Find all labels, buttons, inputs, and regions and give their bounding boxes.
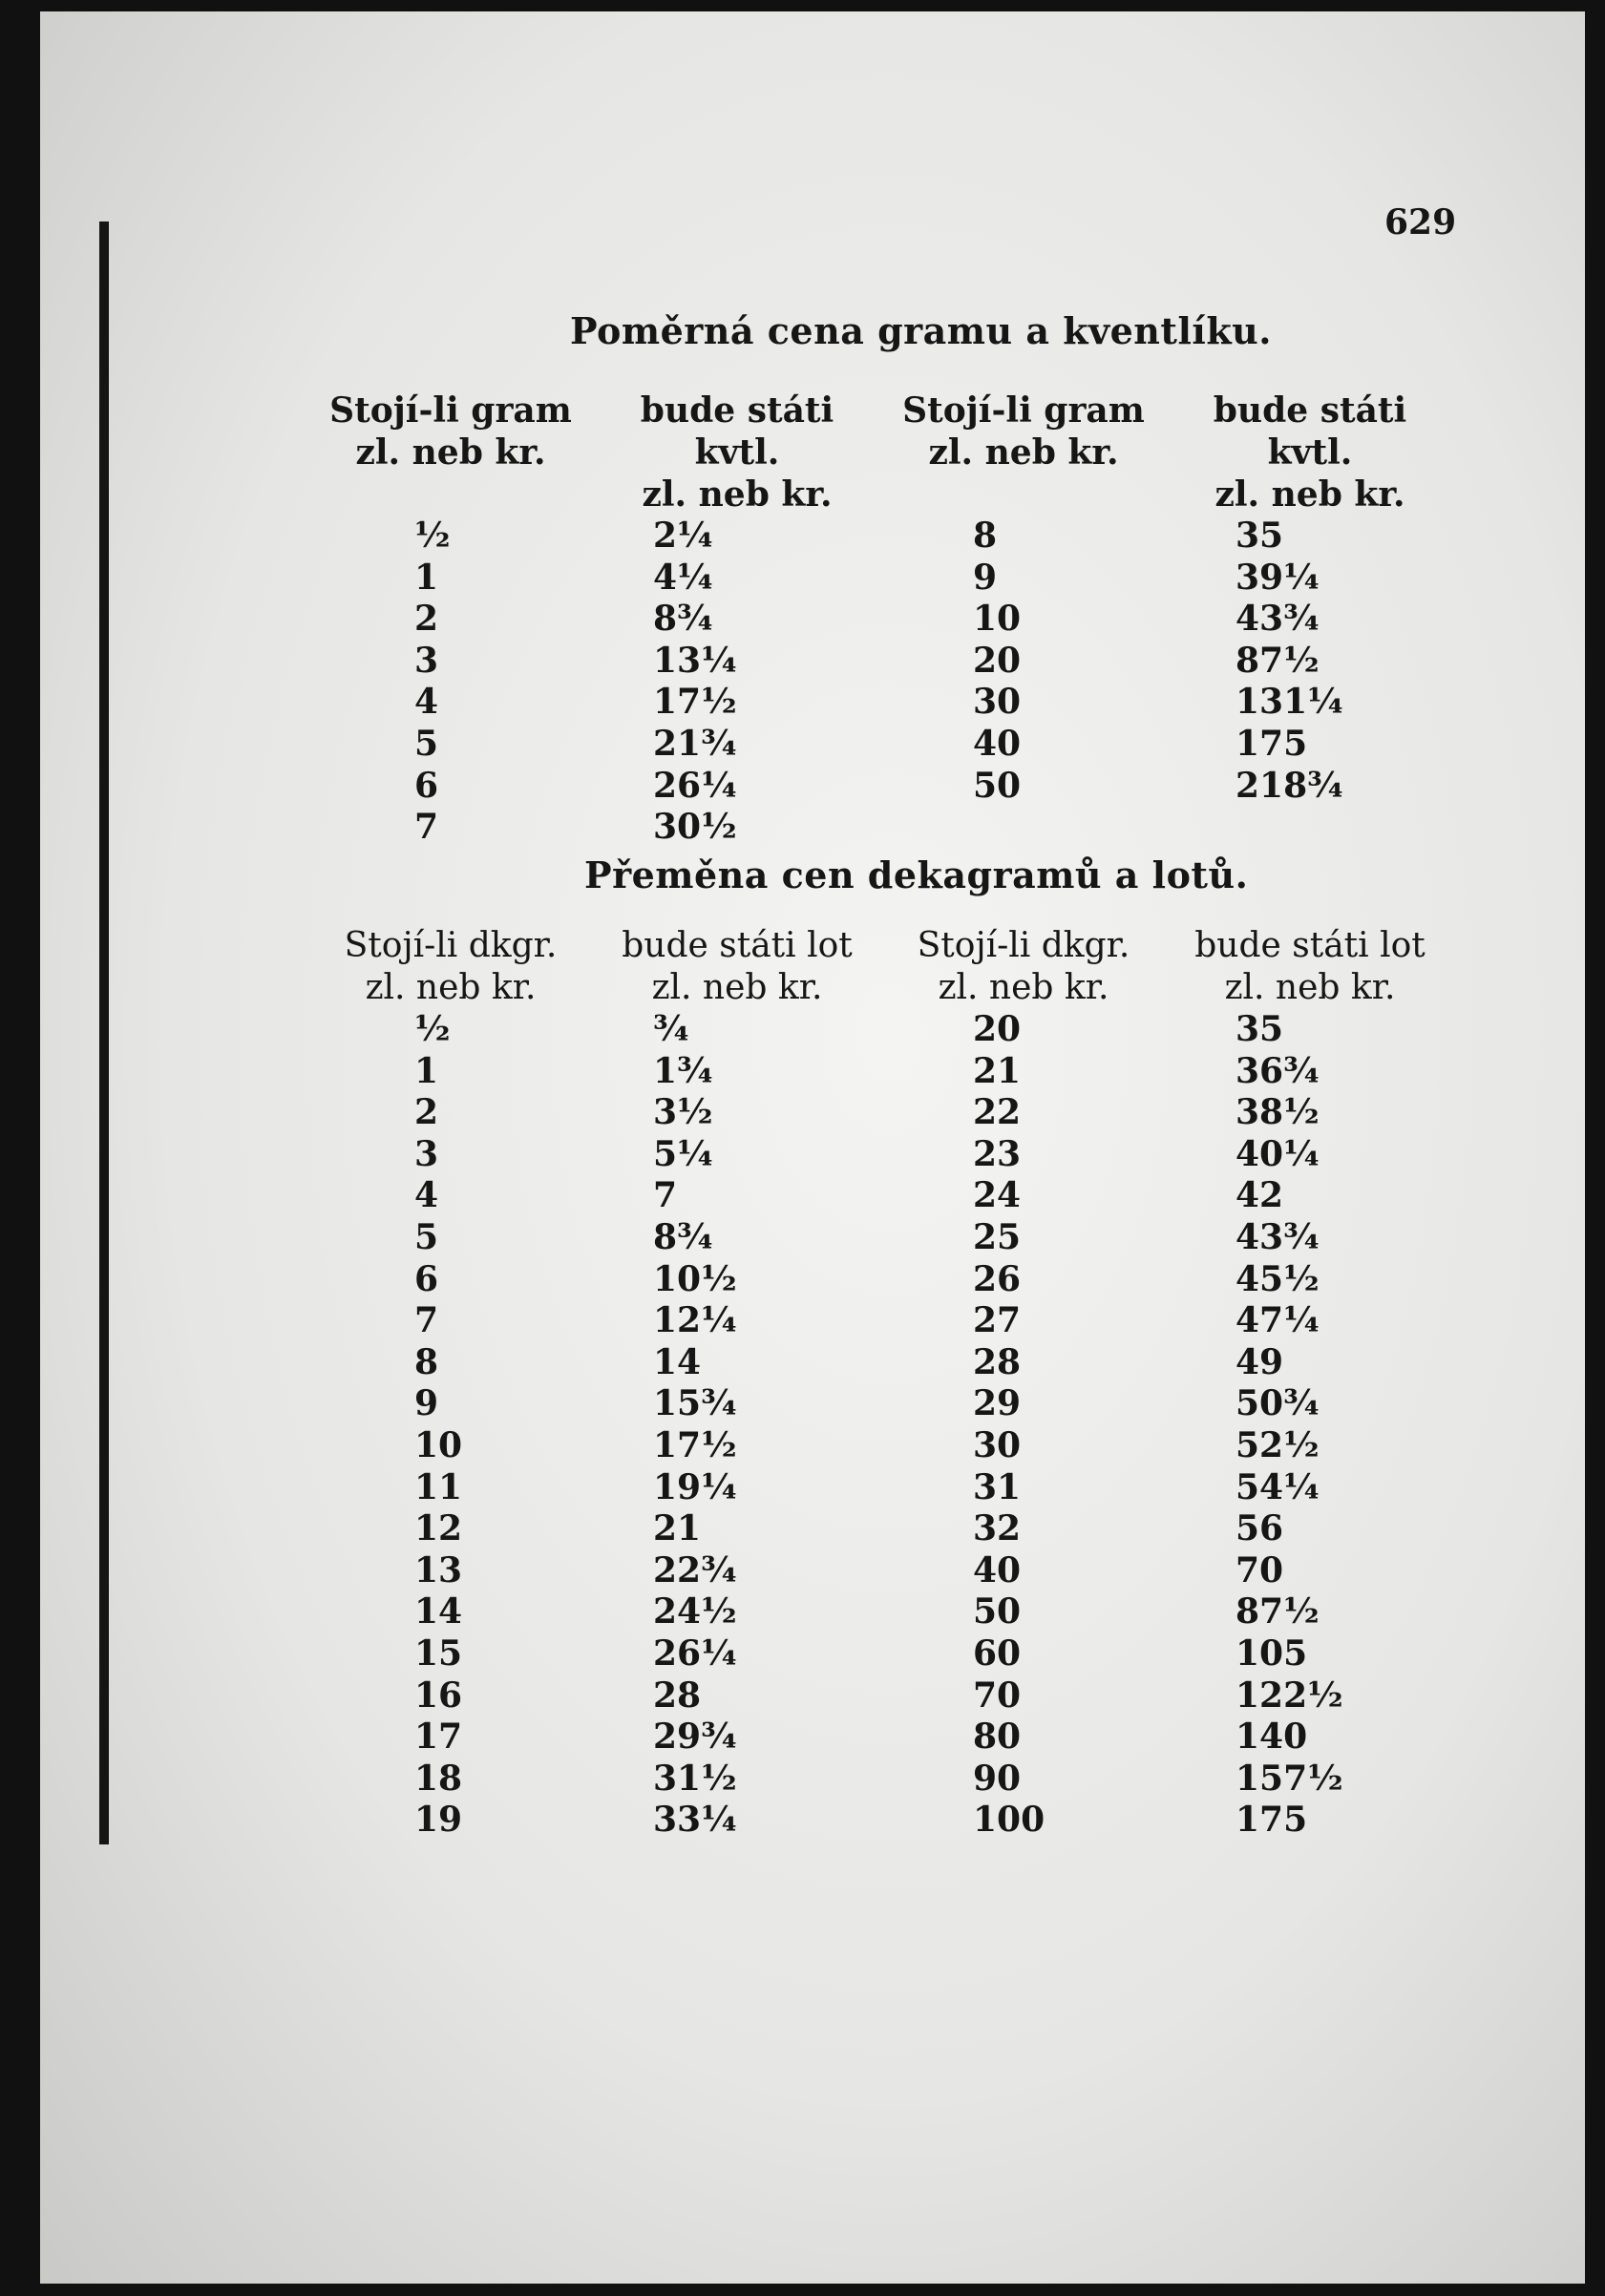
table-cell: 25	[973, 1217, 1022, 1257]
header-col-4: bude státi lot zl. neb kr.	[1194, 926, 1425, 1007]
table-cell: ¾	[653, 1009, 689, 1049]
table-cell: 60	[973, 1633, 1022, 1674]
table-cell: 175	[1235, 724, 1308, 764]
header-col-2: bude státi kvtl. zl. neb kr.	[640, 390, 834, 515]
table-cell: 24	[973, 1175, 1022, 1216]
table-cell: 18	[414, 1758, 463, 1799]
table-cell: 14	[653, 1341, 702, 1382]
table-cell: 30	[973, 1425, 1022, 1465]
table-cell: 6	[414, 1258, 439, 1299]
table-cell: 100	[973, 1800, 1045, 1841]
table-cell: 19¼	[653, 1466, 737, 1507]
table-cell: 70	[973, 1675, 1022, 1716]
table-cell: 8¾	[653, 1217, 713, 1257]
table-cell: 12¼	[653, 1300, 737, 1341]
table-cell: 40¼	[1235, 1133, 1320, 1174]
table-cell: 11	[414, 1466, 463, 1507]
table-cell: 38½	[1235, 1092, 1320, 1133]
table-cell: 5	[414, 724, 439, 764]
table-cell: 43¾	[1235, 1217, 1320, 1257]
table-cell: 131¼	[1235, 682, 1343, 723]
table-cell: 35	[1235, 516, 1284, 556]
table-cell: 6	[414, 765, 439, 806]
table-cell: 21	[973, 1050, 1022, 1091]
table-cell: 5¼	[653, 1133, 713, 1174]
table-cell: 7	[414, 807, 439, 848]
table-cell: 24½	[653, 1591, 737, 1632]
table-cell: 32	[973, 1508, 1022, 1549]
table-cell: 20	[973, 1009, 1022, 1049]
table-cell: 21¾	[653, 724, 737, 764]
table-cell: 12	[414, 1508, 463, 1549]
binding-shadow	[99, 221, 109, 1844]
table-cell: 9	[973, 557, 998, 598]
table-cell: 52½	[1235, 1425, 1320, 1465]
table-cell: 30½	[653, 807, 737, 848]
table-cell: 19	[414, 1800, 463, 1841]
table-cell: 22	[973, 1092, 1022, 1133]
table-cell: 80	[973, 1717, 1022, 1758]
table-cell: 10	[973, 599, 1022, 640]
table-cell: 5	[414, 1217, 439, 1257]
table-cell: 50	[973, 1591, 1022, 1632]
header-col-3: Stojí-li gram zl. neb kr.	[902, 390, 1145, 473]
table-cell: 8	[414, 1341, 439, 1382]
table-cell: 20	[973, 640, 1022, 681]
table-cell: 90	[973, 1758, 1022, 1799]
table-cell: 16	[414, 1675, 463, 1716]
table-cell: 14	[414, 1591, 463, 1632]
table-cell: 47¼	[1235, 1300, 1320, 1341]
table-cell: 27	[973, 1300, 1022, 1341]
table-cell: 50	[973, 765, 1022, 806]
header-col-1: Stojí-li dkgr. zl. neb kr.	[344, 926, 558, 1007]
table-cell: 21	[653, 1508, 702, 1549]
table-cell: 140	[1235, 1717, 1308, 1758]
table-cell: 40	[973, 1549, 1022, 1590]
table-cell: 26	[973, 1258, 1022, 1299]
table-cell: 17½	[653, 1425, 737, 1465]
table-cell: 17½	[653, 682, 737, 723]
header-col-4: bude státi kvtl. zl. neb kr.	[1213, 390, 1407, 515]
table-cell: 49	[1235, 1341, 1284, 1382]
table-cell: 1	[414, 557, 439, 598]
table-cell: 36¾	[1235, 1050, 1320, 1091]
table-cell: 15	[414, 1633, 463, 1674]
page-number: 629	[1384, 202, 1457, 242]
table-cell: 10	[414, 1425, 463, 1465]
table-cell: 4	[414, 682, 439, 723]
table-cell: 42	[1235, 1175, 1284, 1216]
table-cell: 3	[414, 640, 439, 681]
table-cell: 3	[414, 1133, 439, 1174]
table-cell: 26¼	[653, 1633, 737, 1674]
table-cell: 1¾	[653, 1050, 713, 1091]
table-cell: 29	[973, 1383, 1022, 1424]
section-title-dekagram-lot: Přeměna cen dekagramů a lotů.	[584, 853, 1249, 896]
table-cell: 2¼	[653, 516, 713, 556]
table-cell: 218¾	[1235, 765, 1343, 806]
section-title-gram-kventlik: Poměrná cena gramu a kventlíku.	[570, 309, 1273, 352]
table-cell: 31½	[653, 1758, 737, 1799]
table-cell: 105	[1235, 1633, 1308, 1674]
table-cell: 8	[973, 516, 998, 556]
table-dekagram-lot	[307, 925, 1453, 1841]
table-cell: 10½	[653, 1258, 737, 1299]
table-cell: 43¾	[1235, 599, 1320, 640]
table-cell: 40	[973, 724, 1022, 764]
table-cell: 28	[653, 1675, 702, 1716]
table-cell: 1	[414, 1050, 439, 1091]
table-cell: 157½	[1235, 1758, 1343, 1799]
table-cell: ½	[414, 1009, 451, 1049]
table-cell: 7	[653, 1175, 678, 1216]
table-gram-kventlik	[307, 390, 1453, 848]
table-header	[307, 390, 1453, 516]
table-cell: 7	[414, 1300, 439, 1341]
table-cell: 54¼	[1235, 1466, 1320, 1507]
header-col-2: bude státi lot zl. neb kr.	[622, 926, 853, 1007]
table-cell: 28	[973, 1341, 1022, 1382]
table-cell: 4	[414, 1175, 439, 1216]
table-cell: 3½	[653, 1092, 713, 1133]
table-cell: 22¾	[653, 1549, 737, 1590]
table-header	[307, 925, 1453, 1009]
table-cell: 15¾	[653, 1383, 737, 1424]
table-cell: 30	[973, 682, 1022, 723]
table-cell: 13	[414, 1549, 463, 1590]
header-col-1: Stojí-li gram zl. neb kr.	[329, 390, 572, 473]
table-cell: 17	[414, 1717, 463, 1758]
table-cell: 87½	[1235, 1591, 1320, 1632]
table-cell: 13¼	[653, 640, 737, 681]
table-cell: 23	[973, 1133, 1022, 1174]
table-cell: 35	[1235, 1009, 1284, 1049]
table-cell: 70	[1235, 1549, 1284, 1590]
table-cell: 122½	[1235, 1675, 1343, 1716]
table-cell: 56	[1235, 1508, 1284, 1549]
table-cell: ½	[414, 516, 451, 556]
header-col-3: Stojí-li dkgr. zl. neb kr.	[917, 926, 1130, 1007]
table-cell: 2	[414, 599, 439, 640]
table-cell: 2	[414, 1092, 439, 1133]
table-cell: 31	[973, 1466, 1022, 1507]
book-page	[40, 11, 1585, 2284]
table-cell: 39¼	[1235, 557, 1320, 598]
table-cell: 9	[414, 1383, 439, 1424]
table-cell: 33¼	[653, 1800, 737, 1841]
table-cell: 45½	[1235, 1258, 1320, 1299]
table-cell: 50¾	[1235, 1383, 1320, 1424]
table-cell: 4¼	[653, 557, 713, 598]
table-cell: 175	[1235, 1800, 1308, 1841]
table-cell: 87½	[1235, 640, 1320, 681]
table-cell: 8¾	[653, 599, 713, 640]
table-cell: 29¾	[653, 1717, 737, 1758]
table-cell: 26¼	[653, 765, 737, 806]
